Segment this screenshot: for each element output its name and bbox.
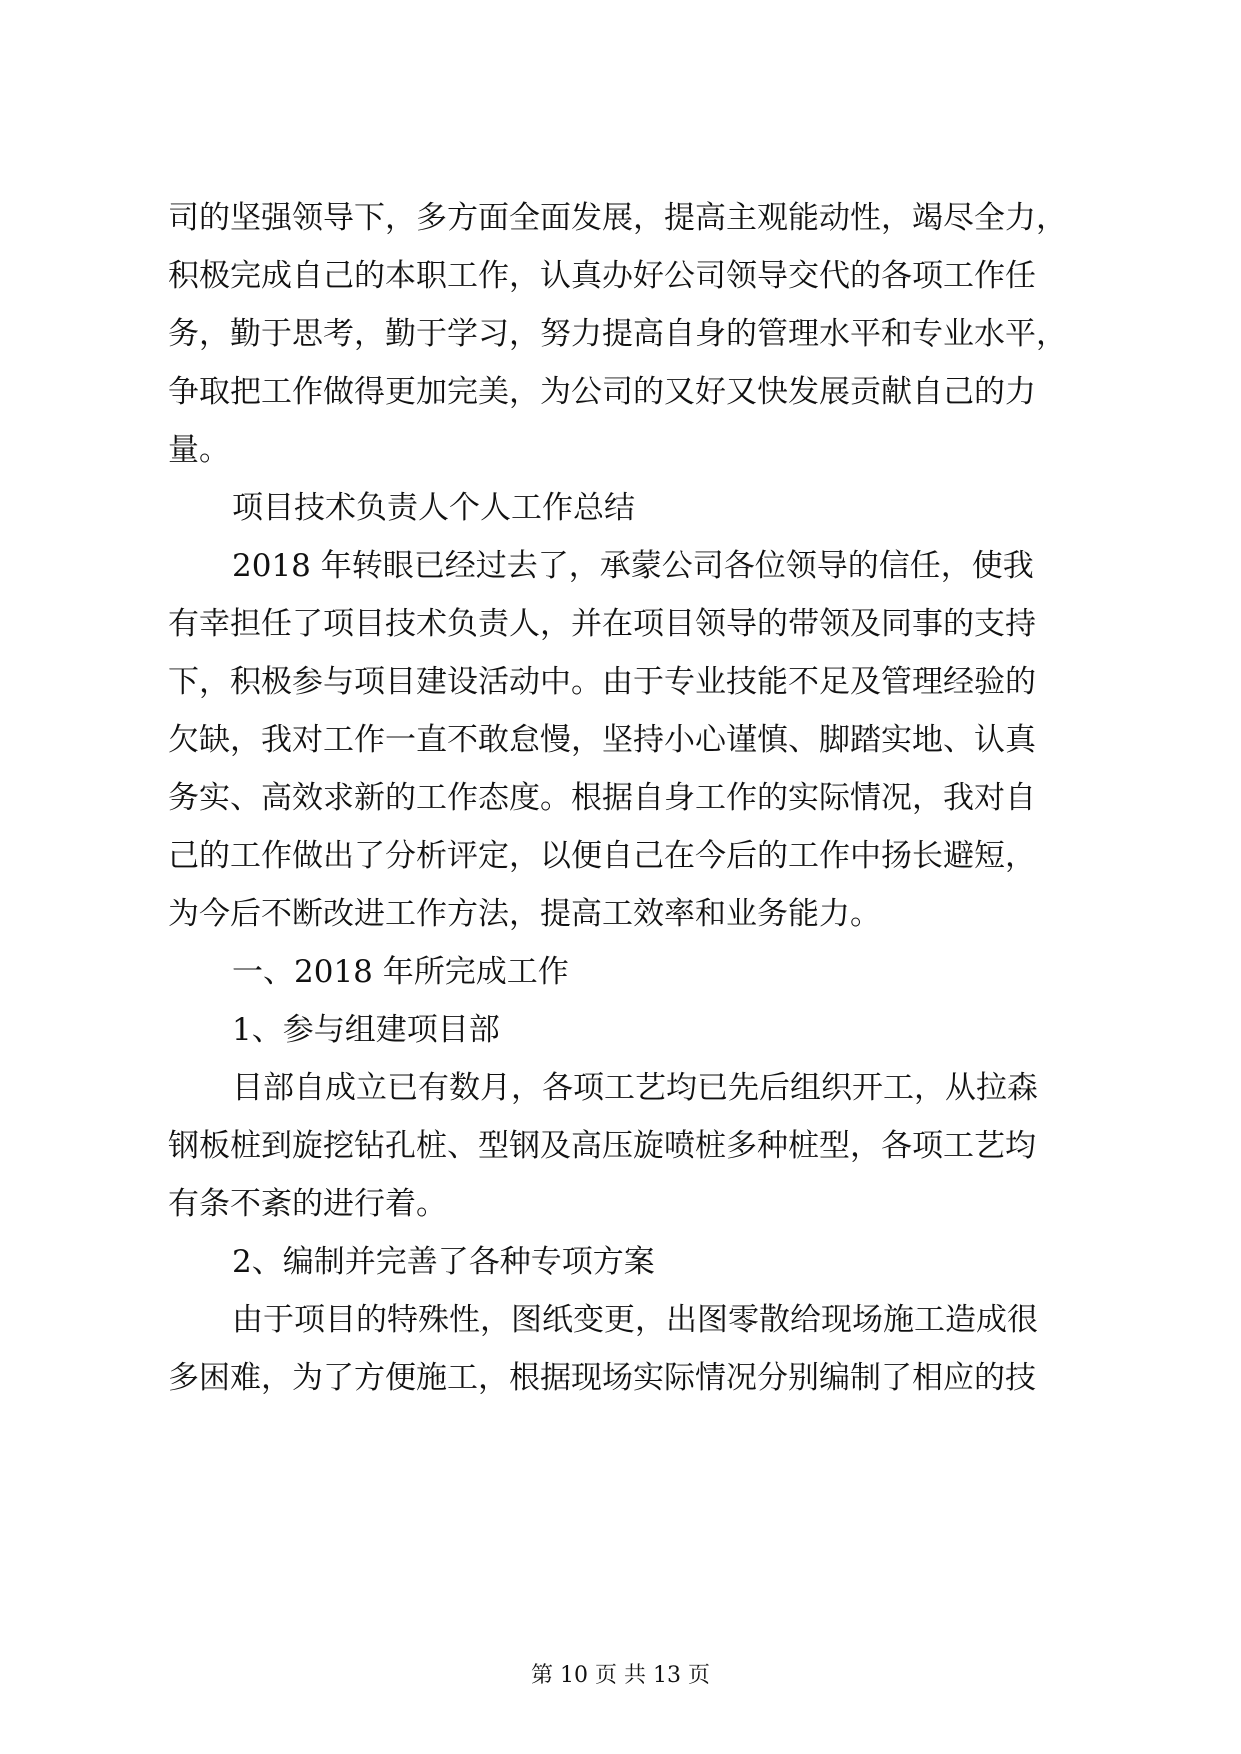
text-line: 2018 年转眼已经过去了，承蒙公司各位领导的信任，使我 — [232, 548, 1034, 584]
section-heading: 项目技术负责人个人工作总结 — [232, 490, 635, 526]
text-line: 己的工作做出了分析评定，以便自己在今后的工作中扬长避短， — [168, 838, 1036, 874]
text-line: 争取把工作做得更加完美，为公司的又好又快发展贡献自己的力 — [168, 374, 1036, 410]
text-line: 有幸担任了项目技术负责人，并在项目领导的带领及同事的支持 — [168, 606, 1036, 642]
text-line: 下，积极参与项目建设活动中。由于专业技能不足及管理经验的 — [168, 664, 1036, 700]
text-line: 目部自成立已有数月，各项工艺均已先后组织开工，从拉森 — [232, 1070, 1038, 1106]
section-heading: 一、2018 年所完成工作 — [232, 954, 569, 990]
text-line: 欠缺，我对工作一直不敢怠慢，坚持小心谨慎、脚踏实地、认真 — [168, 722, 1036, 758]
text-line: 积极完成自己的本职工作，认真办好公司领导交代的各项工作任 — [168, 258, 1036, 294]
text-line: 有条不紊的进行着。 — [168, 1186, 447, 1222]
text-line: 务实、高效求新的工作态度。根据自身工作的实际情况，我对自 — [168, 780, 1036, 816]
text-line: 量。 — [168, 432, 230, 468]
subsection-heading: 1、参与组建项目部 — [232, 1012, 500, 1048]
text-line: 钢板桩到旋挖钻孔桩、型钢及高压旋喷桩多种桩型，各项工艺均 — [168, 1128, 1036, 1164]
text-line: 由于项目的特殊性，图纸变更，出图零散给现场施工造成很 — [232, 1302, 1038, 1338]
page-number-footer: 第 10 页 共 13 页 — [531, 1663, 710, 1688]
text-line: 务，勤于思考，勤于学习，努力提高自身的管理水平和专业水平， — [168, 316, 1067, 352]
text-line: 多困难，为了方便施工，根据现场实际情况分别编制了相应的技 — [168, 1360, 1036, 1396]
text-line: 司的坚强领导下，多方面全面发展，提高主观能动性，竭尽全力， — [168, 200, 1067, 236]
subsection-heading: 2、编制并完善了各种专项方案 — [232, 1244, 655, 1280]
text-line: 为今后不断改进工作方法，提高工效率和业务能力。 — [168, 896, 881, 932]
